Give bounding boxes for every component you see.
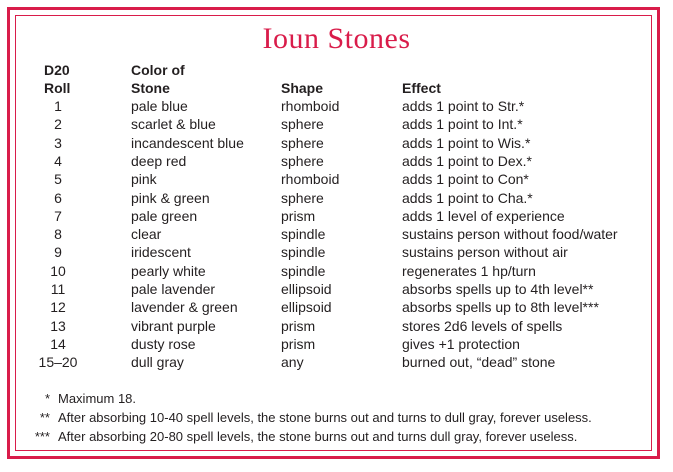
effect-cell: adds 1 level of experience	[402, 207, 565, 224]
header-color-line2: Stone	[131, 80, 170, 96]
shape-cell: ellipsoid	[281, 281, 332, 297]
roll-cell: 10	[50, 262, 66, 279]
effect-cell: gives +1 protection	[402, 335, 520, 352]
roll-cell: 7	[54, 207, 62, 224]
footnote-text: Maximum 18.	[58, 391, 137, 406]
footnote-mark: *	[44, 391, 50, 406]
shape-cell: sphere	[281, 134, 324, 151]
effect-cell: regenerates 1 hp/turn	[402, 262, 536, 279]
color-cell: lavender & green	[131, 299, 238, 316]
roll-cell: 3	[54, 134, 62, 151]
color-cell: deep red	[131, 152, 187, 169]
color-cell: pink & green	[131, 189, 210, 206]
shape-cell: spindle	[281, 226, 326, 243]
roll-cell: 1	[54, 98, 62, 114]
effect-cell: burned out, “dead” stone	[402, 354, 556, 371]
shape-cell: spindle	[281, 244, 326, 261]
header-shape: Shape	[281, 80, 324, 96]
effect-cell: stores 2d6 levels of spells	[402, 317, 563, 334]
effect-cell: adds 1 point to Dex.*	[402, 152, 532, 169]
header-roll-line1: D20	[44, 62, 70, 78]
effect-cell: adds 1 point to Con*	[402, 171, 529, 188]
roll-cell: 15–20	[38, 354, 78, 371]
roll-cell: 6	[54, 189, 62, 206]
color-cell: dull gray	[131, 354, 184, 371]
shape-cell: sphere	[281, 116, 324, 133]
color-cell: scarlet & blue	[131, 116, 216, 133]
effect-cell: sustains person without food/water	[402, 226, 618, 243]
shape-cell: any	[281, 354, 304, 371]
effect-cell: adds 1 point to Int.*	[402, 116, 523, 133]
roll-cell: 11	[50, 281, 66, 297]
roll-cell: 9	[54, 244, 62, 261]
shape-cell: rhomboid	[281, 171, 340, 188]
color-cell: pale blue	[131, 98, 188, 114]
shape-cell: rhomboid	[281, 98, 340, 114]
shape-cell: sphere	[281, 189, 324, 206]
color-cell: iridescent	[131, 244, 191, 261]
color-cell: pink	[131, 171, 157, 188]
roll-cell: 14	[50, 335, 66, 352]
shape-cell: prism	[281, 207, 316, 224]
color-cell: vibrant purple	[131, 317, 216, 334]
header-roll-line2: Roll	[44, 80, 71, 96]
footnote-mark: **	[39, 410, 50, 425]
header-color-line1: Color of	[131, 62, 185, 78]
roll-cell: 5	[54, 171, 62, 188]
effect-cell: adds 1 point to Cha.*	[402, 189, 533, 206]
footnote	[20, 429, 577, 444]
shape-cell: ellipsoid	[281, 299, 332, 316]
footnote-text: After absorbing 20-80 spell levels, the stone burns out and turns dull gray, forever useless.	[58, 429, 578, 444]
footnote	[20, 410, 592, 425]
roll-cell: 8	[54, 226, 62, 243]
color-cell: pearly white	[131, 262, 206, 279]
effect-cell: absorbs spells up to 8th level***	[402, 299, 599, 316]
effect-cell: adds 1 point to Str.*	[402, 98, 525, 114]
shape-cell: prism	[281, 317, 316, 334]
color-cell: pale green	[131, 207, 198, 224]
shape-cell: prism	[281, 335, 316, 352]
shape-cell: sphere	[281, 152, 324, 169]
roll-cell: 4	[54, 152, 62, 169]
roll-cell: 12	[50, 299, 66, 316]
header-effect: Effect	[402, 80, 441, 96]
color-cell: clear	[131, 226, 162, 243]
roll-cell: 13	[50, 317, 66, 334]
page-title: Ioun Stones	[262, 22, 411, 55]
color-cell: incandescent blue	[131, 134, 244, 151]
footnote-mark: ***	[34, 429, 50, 444]
effect-cell: absorbs spells up to 4th level**	[402, 281, 594, 297]
roll-cell: 2	[54, 116, 62, 133]
footnote	[20, 391, 136, 406]
effect-cell: sustains person without air	[402, 244, 568, 261]
color-cell: dusty rose	[131, 335, 196, 352]
shape-cell: spindle	[281, 262, 326, 279]
color-cell: pale lavender	[131, 281, 216, 297]
footnote-text: After absorbing 10-40 spell levels, the stone burns out and turns to dull gray, forever useless.	[58, 410, 592, 425]
effect-cell: adds 1 point to Wis.*	[402, 134, 531, 151]
